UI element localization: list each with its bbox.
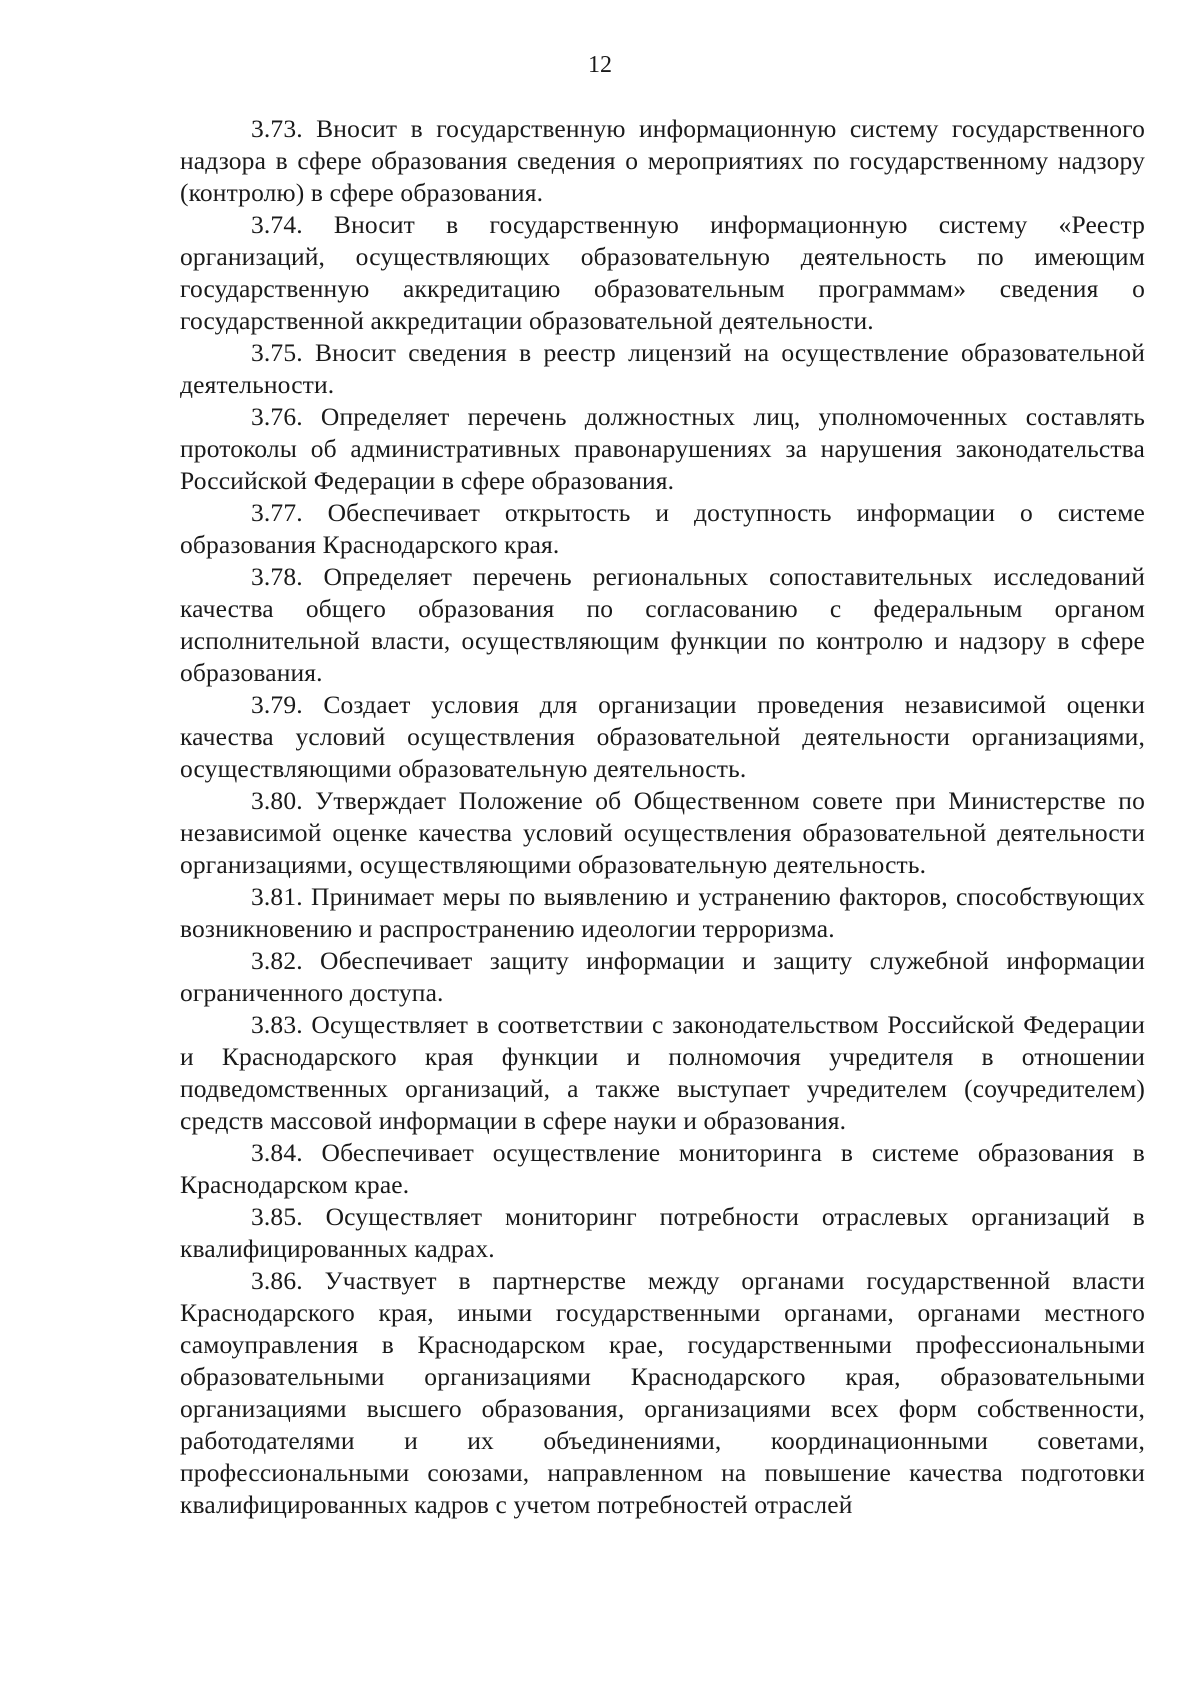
paragraph-3-84: 3.84. Обеспечивает осуществление мониторинга в системе образования в Краснодарском крае. [180, 1138, 1145, 1199]
paragraph-3-74: 3.74. Вносит в государственную информационную систему «Реестр организаций, осуществляющих образовательную деятельность по имеющим государственную аккредитацию образовательным программам» сведения о государственной аккредитации образовательной деятельности. [180, 210, 1145, 335]
paragraph-3-73: 3.73. Вносит в государственную информационную систему государственного надзора в сфере образования сведения о мероприятиях по государственному надзору (контролю) в сфере образования. [180, 114, 1145, 207]
paragraph-3-86: 3.86. Участвует в партнерстве между органами государственной власти Краснодарского края, иными государственными органами, органами местного самоуправления в Краснодарском крае, государственными профессиональными образовательными организациями Краснодарского края, образовательными организациями высшего образования, организациями всех форм собственности, работодателями и их объединениями, координационными советами, профессиональными союзами, направленном на повышение качества подготовки квалифицированных кадров с учетом потребностей отраслей [180, 1266, 1145, 1519]
paragraph-3-75: 3.75. Вносит сведения в реестр лицензий на осуществление образовательной деятельности. [180, 338, 1145, 399]
paragraph-3-76: 3.76. Определяет перечень должностных лиц, уполномоченных составлять протоколы об административных правонарушениях за нарушения законодательства Российской Федерации в сфере образования. [180, 402, 1145, 495]
paragraph-3-83: 3.83. Осуществляет в соответствии с законодательством Российской Федерации и Краснодарского края функции и полномочия учредителя в отношении подведомственных организаций, а также выступает учредителем (соучредителем) средств массовой информации в сфере науки и образования. [180, 1010, 1145, 1135]
document-body [180, 113, 1145, 1521]
paragraph-3-82: 3.82. Обеспечивает защиту информации и защиту служебной информации ограниченного доступа. [180, 946, 1145, 1007]
paragraph-3-85: 3.85. Осуществляет мониторинг потребности отраслевых организаций в квалифицированных кадрах. [180, 1202, 1145, 1263]
paragraph-3-79: 3.79. Создает условия для организации проведения независимой оценки качества условий осуществления образовательной деятельности организациями, осуществляющими образовательную деятельность. [180, 690, 1145, 783]
paragraph-3-77: 3.77. Обеспечивает открытость и доступность информации о системе образования Краснодарского края. [180, 498, 1145, 559]
paragraph-3-78: 3.78. Определяет перечень региональных сопоставительных исследований качества общего образования по согласованию с федеральным органом исполнительной власти, осуществляющим функции по контролю и надзору в сфере образования. [180, 562, 1145, 687]
paragraph-3-80: 3.80. Утверждает Положение об Общественном совете при Министерстве по независимой оценке качества условий осуществления образовательной деятельности организациями, осуществляющими образовательную деятельность. [180, 786, 1145, 879]
page-number: 12 [588, 52, 612, 78]
paragraph-3-81: 3.81. Принимает меры по выявлению и устранению факторов, способствующих возникновению и распространению идеологии терроризма. [180, 882, 1145, 943]
